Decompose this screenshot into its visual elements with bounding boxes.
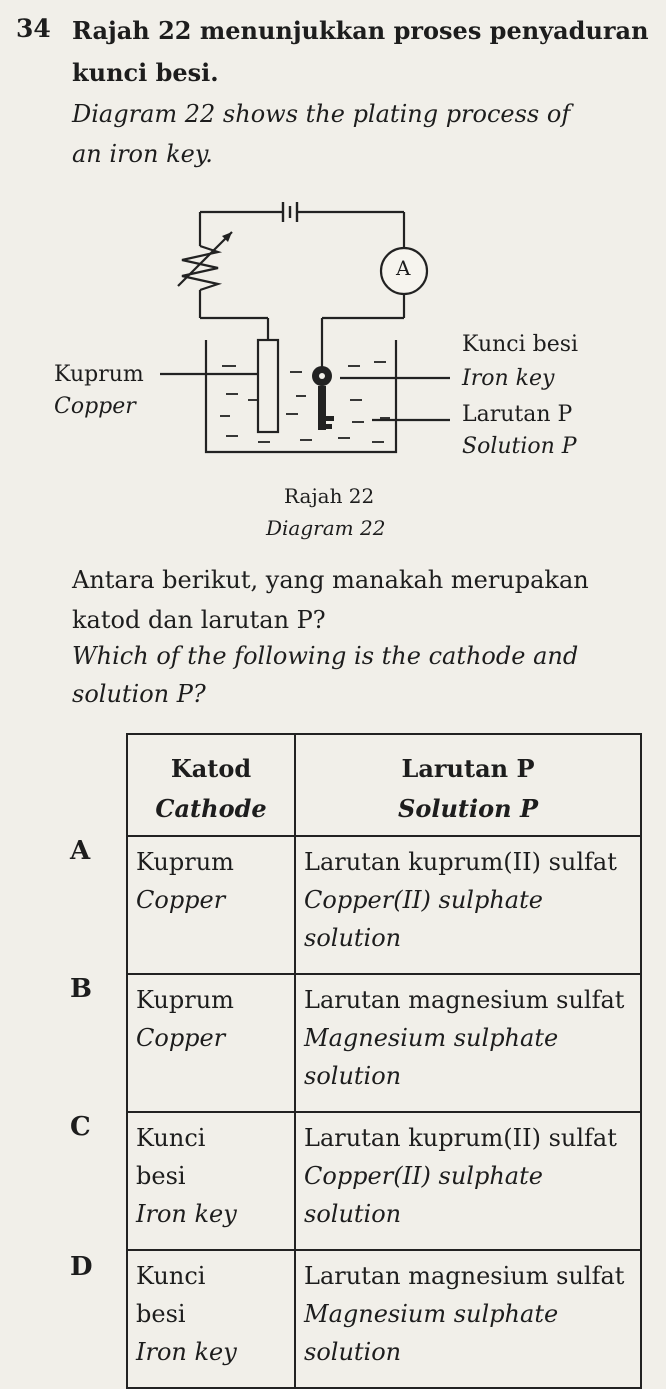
prompt-en-1: Which of the following is the cathode and bbox=[72, 642, 579, 670]
cathode-ms: Kuprum bbox=[136, 848, 234, 876]
cathode-en: Copper bbox=[136, 1024, 226, 1052]
header-solution-en: Solution P bbox=[398, 794, 538, 823]
battery-icon bbox=[283, 202, 297, 222]
anode-label-ms: Kuprum bbox=[54, 362, 144, 387]
iron-key-cathode bbox=[312, 366, 334, 430]
solution-ms: Larutan kuprum(II) sulfat bbox=[304, 1124, 617, 1152]
question-text-ms-2: kunci besi. bbox=[72, 58, 219, 87]
table-row[interactable] bbox=[127, 974, 641, 1112]
header-solution-ms: Larutan P bbox=[401, 754, 535, 783]
cathode-ms-2: besi bbox=[136, 1162, 186, 1190]
option-letter-a[interactable]: A bbox=[70, 836, 91, 866]
diagram-caption-ms: Rajah 22 bbox=[284, 484, 375, 508]
question-text-en-2: an iron key. bbox=[72, 140, 213, 168]
prompt-ms-1: Antara berikut, yang manakah merupakan bbox=[72, 566, 589, 594]
cathode-en: Iron key bbox=[136, 1200, 237, 1228]
header-cathode-ms: Katod bbox=[170, 754, 252, 783]
electroplating-diagram bbox=[0, 190, 666, 550]
prompt-ms-2: katod dan larutan P? bbox=[72, 606, 326, 634]
cathode-cell bbox=[127, 1250, 295, 1388]
cathode-label-en: Iron key bbox=[462, 366, 555, 391]
solution-en-2: solution bbox=[304, 1200, 402, 1228]
cathode-ms: Kuprum bbox=[136, 986, 234, 1014]
copper-anode bbox=[258, 340, 278, 432]
solution-en-2: solution bbox=[304, 1338, 402, 1366]
solution-en: Copper(II) sulphate bbox=[304, 886, 543, 914]
solution-en: Copper(II) sulphate bbox=[304, 1162, 543, 1190]
cathode-ms-2: besi bbox=[136, 1300, 186, 1328]
header-cathode bbox=[127, 734, 295, 836]
cathode-ms: Kunci bbox=[136, 1262, 206, 1290]
cathode-cell bbox=[127, 974, 295, 1112]
question-text-en-1: Diagram 22 shows the plating process of bbox=[72, 100, 571, 128]
solution-cell bbox=[295, 1112, 641, 1250]
cathode-ms: Kunci bbox=[136, 1124, 206, 1152]
cathode-cell bbox=[127, 836, 295, 974]
question-number: 34 bbox=[16, 14, 51, 43]
solution-label-en: Solution P bbox=[462, 434, 577, 459]
options-table bbox=[126, 733, 642, 1389]
cathode-cell bbox=[127, 1112, 295, 1250]
header-solution bbox=[295, 734, 641, 836]
diagram-caption-en: Diagram 22 bbox=[266, 516, 386, 540]
solution-ms: Larutan kuprum(II) sulfat bbox=[304, 848, 617, 876]
header-cathode-en: Cathode bbox=[155, 794, 267, 823]
solution-cell bbox=[295, 974, 641, 1112]
option-letter-d[interactable]: D bbox=[70, 1252, 93, 1282]
solution-en-2: solution bbox=[304, 1062, 402, 1090]
table-header-row bbox=[127, 734, 641, 836]
solution-ms: Larutan magnesium sulfat bbox=[304, 1262, 625, 1290]
cathode-label-ms: Kunci besi bbox=[462, 332, 579, 357]
prompt-en-2: solution P? bbox=[72, 680, 206, 708]
solution-en: Magnesium sulphate bbox=[304, 1300, 559, 1328]
solution-ms: Larutan magnesium sulfat bbox=[304, 986, 625, 1014]
solution-en-2: solution bbox=[304, 924, 402, 952]
table-row[interactable] bbox=[127, 836, 641, 974]
anode-label-en: Copper bbox=[54, 394, 136, 419]
solution-cell bbox=[295, 1250, 641, 1388]
option-letter-b[interactable]: B bbox=[70, 974, 92, 1004]
cathode-en: Copper bbox=[136, 886, 226, 914]
cathode-en: Iron key bbox=[136, 1338, 237, 1366]
ammeter-label: A bbox=[396, 256, 411, 280]
solution-en: Magnesium sulphate bbox=[304, 1024, 559, 1052]
table-row[interactable] bbox=[127, 1112, 641, 1250]
solution-cell bbox=[295, 836, 641, 974]
table-row[interactable] bbox=[127, 1250, 641, 1388]
option-letter-c[interactable]: C bbox=[70, 1112, 91, 1142]
solution-label-ms: Larutan P bbox=[462, 402, 573, 427]
question-text-ms-1: Rajah 22 menunjukkan proses penyaduran bbox=[72, 16, 649, 45]
